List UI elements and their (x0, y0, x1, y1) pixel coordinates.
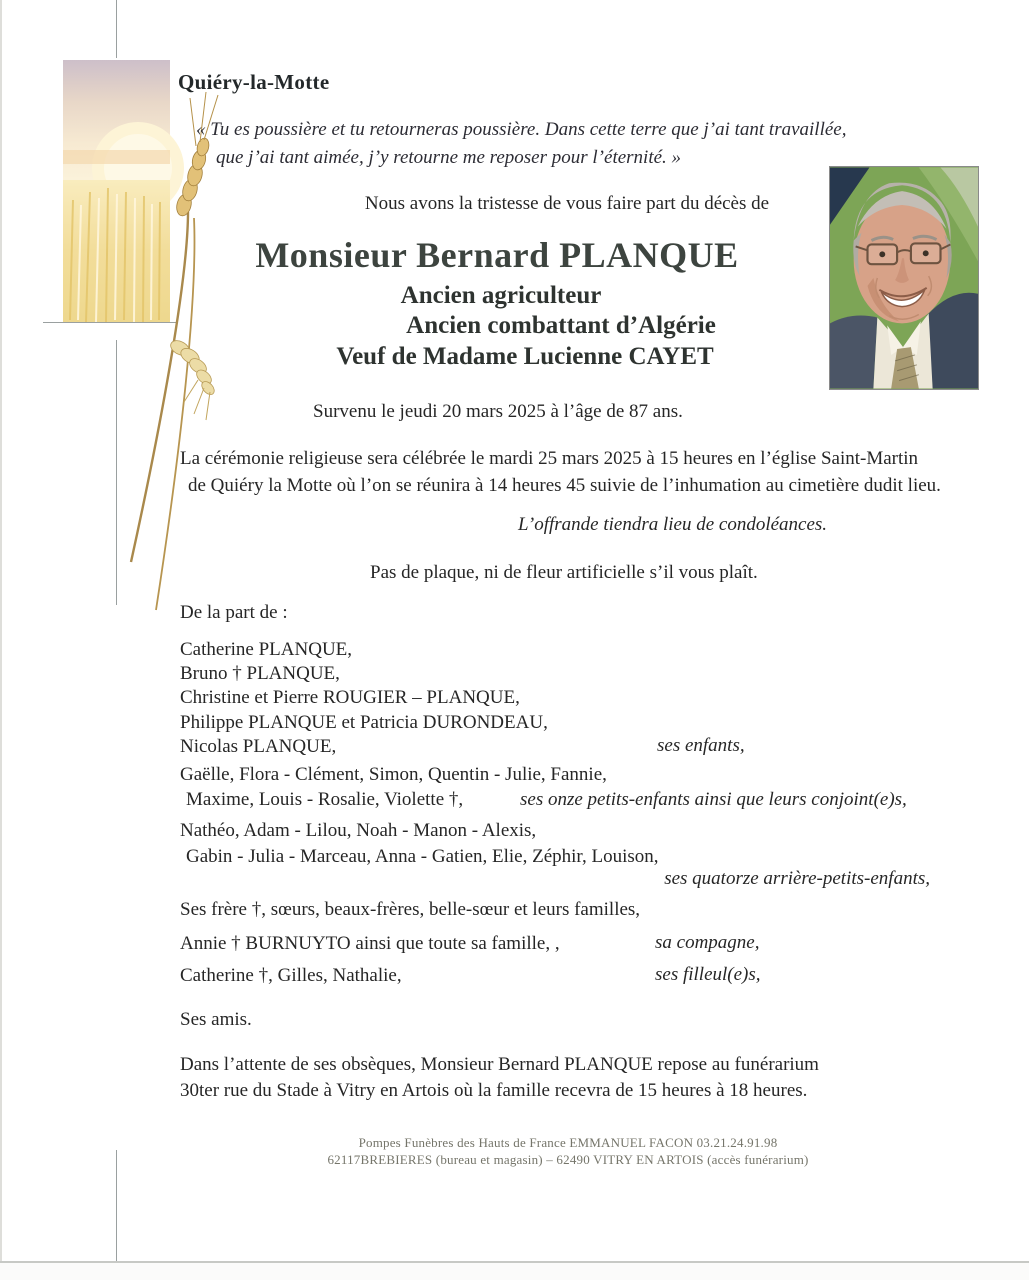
child-line: Catherine PLANQUE, (180, 639, 353, 660)
godchildren-line: Catherine †, Gilles, Nathalie, (180, 965, 402, 986)
repose-line2: 30ter rue du Stade à Vitry en Artois où la famille recevra de 15 heures à 18 heures. (180, 1080, 808, 1101)
funeral-home-footer (327, 1134, 808, 1168)
child-line: Philippe PLANQUE et Patricia DURONDEAU, (180, 712, 548, 733)
funeral-home-name-line: Pompes Funèbres des Hauts de France EMMANUEL FACON 03.21.24.91.98 (358, 1135, 778, 1150)
epitaph-quote-line2: que j’ai tant aimée, j’y retourne me reposer pour l’éternité. » (216, 147, 682, 168)
offering-line: L’offrande tiendra lieu de condoléances. (518, 514, 828, 535)
deceased-title-farmer: Ancien agriculteur (400, 282, 602, 309)
repose-line1: Dans l’attente de ses obsèques, Monsieur Bernard PLANQUE repose au funérarium (180, 1054, 819, 1075)
grandchild-line: Gaëlle, Flora - Clément, Simon, Quentin - Julie, Fannie, (180, 764, 607, 785)
child-line: Christine et Pierre ROUGIER – PLANQUE, (180, 687, 520, 708)
deceased-title-widower: Veuf de Madame Lucienne CAYET (336, 343, 714, 370)
from-label: De la part de : (180, 602, 288, 623)
ceremony-line1: La cérémonie religieuse sera célébrée le mardi 25 mars 2025 à 15 heures en l’église Saint-Martin (180, 448, 919, 469)
great-grandchild-line: Gabin - Julia - Marceau, Anna - Gatien, Elie, Zéphir, Louison, (186, 846, 659, 867)
children-relation-label: ses enfants, (657, 735, 745, 756)
grandchild-line: Maxime, Louis - Rosalie, Violette †, (186, 789, 464, 810)
ceremony-line2: de Quiéry la Motte où l’on se réunira à 14 heures 45 suivie de l’inhumation au cimetière dudit lieu. (188, 475, 941, 496)
great-grandchild-line: Nathéo, Adam - Lilou, Noah - Manon - Alexis, (180, 820, 537, 841)
child-line: Nicolas PLANQUE, (180, 736, 337, 757)
funeral-home-address-line: 62117BREBIERES (bureau et magasin) – 62490 VITRY EN ARTOIS (accès funérarium) (327, 1152, 809, 1167)
scan-margin-below (0, 1263, 1029, 1280)
portrait-photo (829, 166, 979, 390)
companion-line: Annie † BURNUYTO ainsi que toute sa famille, , (180, 933, 560, 954)
scan-left-edge (0, 0, 2, 1262)
deceased-title-veteran: Ancien combattant d’Algérie (406, 312, 716, 339)
deceased-name: Monsieur Bernard PLANQUE (255, 235, 739, 275)
grandchildren-relation-label: ses onze petits-enfants ainsi que leurs conjoint(e)s, (520, 789, 907, 810)
child-line: Bruno † PLANQUE, (180, 663, 340, 684)
announcement-intro: Nous avons la tristesse de vous faire part du décès de (364, 193, 770, 214)
fold-line-bottom (116, 1150, 117, 1262)
siblings-line: Ses frère †, sœurs, beaux-frères, belle-sœur et leurs familles, (180, 899, 641, 920)
death-date-line: Survenu le jeudi 20 mars 2025 à l’âge de 87 ans. (313, 401, 683, 422)
location-title: Quiéry-la-Motte (178, 70, 330, 94)
no-flowers-line: Pas de plaque, ni de fleur artificielle s’il vous plaît. (370, 562, 758, 583)
epitaph-quote-line1: « Tu es poussière et tu retourneras poussière. Dans cette terre que j’ai tant travaillée, (196, 119, 847, 140)
godchildren-relation-label: ses filleul(e)s, (655, 964, 761, 985)
great-grandchildren-relation-label: ses quatorze arrière-petits-enfants, (664, 868, 930, 889)
friends-line: Ses amis. (180, 1009, 252, 1030)
companion-relation-label: sa compagne, (655, 932, 760, 953)
